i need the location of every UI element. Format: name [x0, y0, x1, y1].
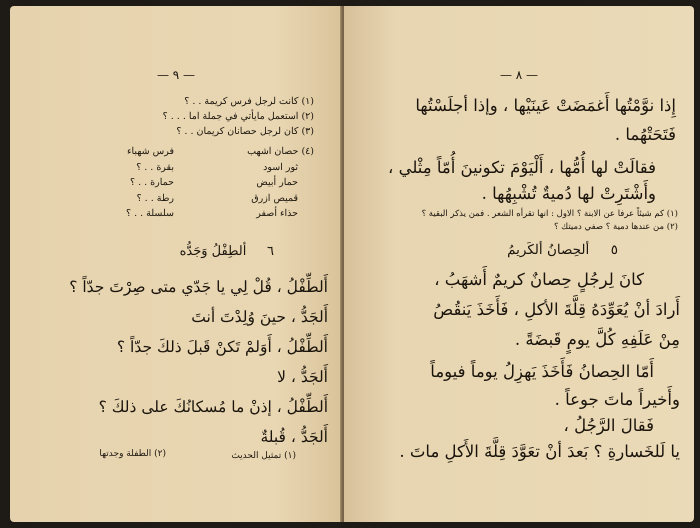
exercise-questions — [34, 94, 314, 139]
story-line: وأَخيراً ماتَ جوعاً . — [554, 390, 680, 409]
lesson-heading — [180, 244, 274, 259]
question-2: (٢) من عندها دمية ؟ صفي دميتك ؟ — [553, 222, 678, 232]
text-line: فقالَتْ لها أُمُّها ، أَلْيَوْمَ تكونينَ أُمّاً مِثْلي ، — [388, 158, 656, 177]
pair-feminine: رطة . . ؟ — [136, 192, 174, 204]
page-number: — ٩ — — [156, 68, 196, 82]
story-line: أَمّا الحِصانُ فَأَخَذَ يَهزِلُ يوماً فيوماً — [430, 362, 654, 381]
story-line: أَرادَ أنْ يُعَوِّدَهُ قِلَّةَ الأكلِ ، فَأَخَذَ يَنقُصُ — [433, 300, 680, 319]
dialogue-line: أَلطِّفْلُ ، قُلْ لِي يا جَدّي متى صِرْتَ جدّاً ؟ — [69, 278, 328, 296]
pair-masculine: حذاء أصفر — [256, 208, 298, 219]
story-line: كانَ لِرجُلٍ حِصانٌ كريمٌ أَشهَبُ ، — [434, 270, 644, 289]
dialogue-line: أَلجَدُّ ، حينَ وُلِدْتَ أنتَ — [191, 308, 328, 326]
left-page-9 — [10, 6, 342, 522]
pair-row — [34, 160, 314, 176]
pair-row — [34, 191, 314, 207]
adjective-pairs-table — [34, 144, 314, 222]
right-page-8 — [344, 6, 694, 522]
lesson-title: ألحِصانُ ألكَريمُ — [507, 242, 590, 258]
pair-row — [34, 206, 314, 222]
footnote-1: (١) تمثيل الحديث — [231, 451, 296, 461]
pair-feminine: سلسلة . . ؟ — [126, 208, 174, 219]
pair-feminine: حمارة . . ؟ — [130, 177, 174, 188]
text-line: فَتَحَتْهُما . — [614, 125, 676, 144]
pair-feminine: فرس شهباء — [127, 146, 174, 157]
pair-row — [34, 144, 314, 160]
dialogue-line: أَلطِّفْلُ ، أَوَلمْ تَكنْ قَبلَ ذلكَ جدّاً ؟ — [116, 338, 328, 356]
pair-masculine: قميص ازرق — [251, 192, 298, 204]
pair-row — [34, 175, 314, 191]
pair-masculine: حمار أبيض — [256, 177, 298, 188]
page-number: — ٨ — — [499, 68, 539, 82]
dialogue-line: أَلطِّفْلُ ، إذنْ ما مُسكانُكَ على ذلكَ ؟ — [98, 398, 328, 416]
lesson-title: ألطِفْلُ وَجَدُّه — [179, 244, 247, 259]
footnote-2: (٢) الطفلة وجدتها — [99, 449, 166, 459]
pairs-label: (٤) — [301, 146, 314, 157]
question-3: (٣) كان لرجل حصانان كريمان . . ؟ — [176, 126, 314, 137]
dialogue-line: أَلجَدُّ ، قُبلةٌ — [260, 428, 328, 446]
text-line: إِذا نوَّمْتُها أَغمَضَتْ عَينَيْها ، وإذا أجلَسْتُها — [415, 96, 676, 115]
lesson-number: ٥ — [610, 242, 618, 258]
lesson-heading — [507, 242, 618, 258]
pair-masculine: ثور اسود — [263, 161, 298, 173]
pair-feminine: بقرة . . ؟ — [136, 161, 174, 173]
question-1: (١) كانت لرجل فرس كريمة . . ؟ — [184, 96, 314, 107]
question-2: (٢) استعمل مايأتي في جملة اما . . . ؟ — [162, 111, 314, 122]
pair-masculine: حصان اشهب — [247, 146, 299, 157]
story-line: يا لَلخَسارةِ ؟ بَعدَ أنْ تعَوَّدَ قِلَّةَ الأَكلِ ماتَ . — [399, 442, 680, 461]
lesson-number: ٦ — [267, 244, 274, 259]
story-line: مِنْ عَلَفِهِ كُلَّ يومٍ قَبضَةً . — [514, 330, 680, 349]
dialogue-line: أَلجَدُّ ، لا — [277, 368, 328, 386]
question-1: (١) كم شيئاً عرفا عن الابنة ؟ الاول : انها تقرأه الشعر . فمن يذكر البقية ؟ — [421, 209, 678, 219]
text-line: وأَشْتَرِتْ لها دُميةٌ تُشْبِهُها . — [481, 184, 656, 203]
story-line: فَقالَ الرَّجُلُ ، — [563, 416, 654, 435]
